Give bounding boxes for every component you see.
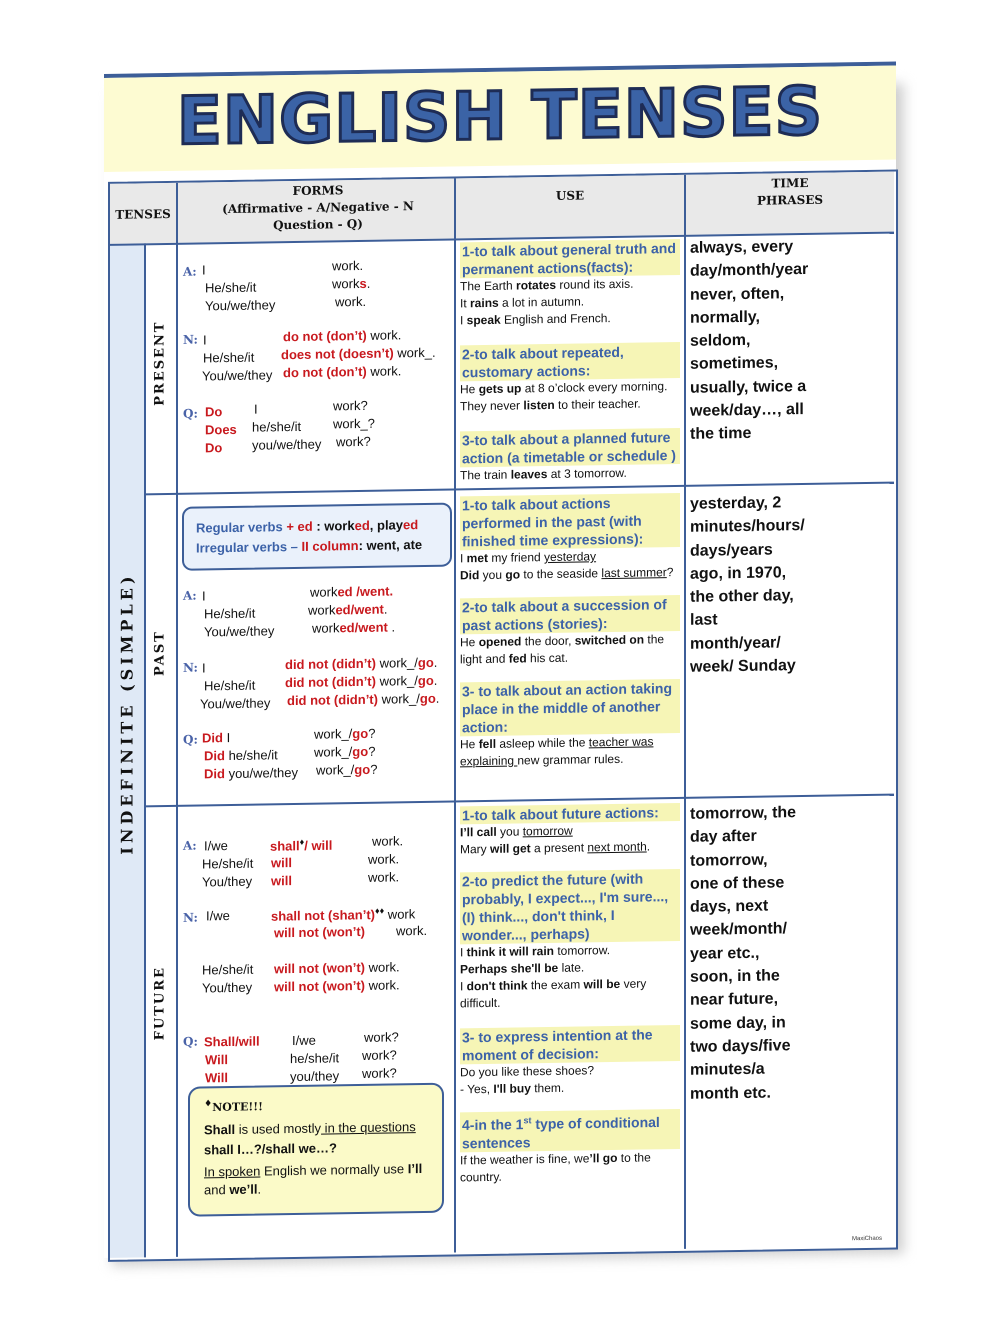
label-affirmative: A: <box>183 838 197 853</box>
form-text <box>202 730 230 745</box>
rule-ending: II column <box>301 538 359 554</box>
example-text: the exam <box>527 977 584 993</box>
form-aux: Shall/will <box>204 1033 260 1050</box>
form-text <box>310 583 393 599</box>
form-text: You/we/they <box>202 367 273 384</box>
use-heading: 2-to talk about repeated, customary actions: <box>460 342 680 381</box>
example-verb: gets up <box>478 381 522 397</box>
form-text: I/we <box>206 908 230 924</box>
form-text: I <box>254 401 258 417</box>
form-text: work? <box>362 1047 397 1063</box>
form-text: . <box>435 690 440 706</box>
form-aux: Do <box>205 404 223 420</box>
form-text: He/she/it <box>202 855 254 872</box>
use-heading-text: st <box>523 1115 532 1126</box>
grid-line <box>176 183 178 1257</box>
future-time-phrases: tomorrow, the day after tomorrow, one of these days, next week/month/ year etc., soon, in the near future, some day, in two days/five minutes/a month etc. <box>690 804 797 1103</box>
form-text <box>287 691 439 708</box>
example-text: at 8 o’clock every morning. <box>521 379 668 396</box>
form-aux: Did <box>204 766 225 782</box>
header-time-line2: PHRASES <box>756 192 824 208</box>
label-question: Q: <box>183 732 198 747</box>
form-aux: will not (won’t) <box>274 959 365 977</box>
rule-text: : work <box>312 518 355 534</box>
form-aux: Do <box>205 440 223 456</box>
form-text: work. <box>332 257 364 274</box>
header-forms-line2: (Affirmative - A/Negative - N <box>222 199 414 217</box>
present-use <box>460 239 680 484</box>
credit-text: MaxiChaos <box>851 1235 882 1243</box>
form-text: work_/ <box>314 744 353 760</box>
example-verb: think it will rain <box>466 943 555 960</box>
form-text: work. <box>396 922 428 939</box>
past-rule-box <box>182 503 452 571</box>
example-text: to their teacher. <box>554 396 641 412</box>
example-text: English and French. <box>500 311 611 327</box>
example-text: you <box>479 567 506 583</box>
example-text: late. <box>558 960 585 975</box>
form-text: I <box>222 730 231 746</box>
example-verb: Perhaps she'll be <box>460 960 559 977</box>
form-text: . <box>387 619 396 635</box>
rule-text: , play <box>369 517 404 533</box>
example-verb: met <box>466 550 489 566</box>
note-line <box>204 1161 422 1179</box>
example-text: I <box>460 313 467 328</box>
example-verb: speak <box>466 312 501 328</box>
example-text: He <box>460 737 479 752</box>
form-text: You/we/they <box>205 297 276 314</box>
example-text: I <box>460 979 467 994</box>
example-verb: go <box>505 567 521 582</box>
form-text <box>316 762 377 778</box>
form-text <box>270 836 332 853</box>
use-heading: 1-to talk about future actions: <box>460 803 680 824</box>
form-aux: Will <box>205 1052 228 1068</box>
form-text: work_/ <box>375 673 418 689</box>
note-text: we’ll <box>229 1181 258 1198</box>
rule-text: Regular verbs <box>196 519 287 536</box>
example-verb: don't think <box>466 978 528 994</box>
form-text: He/she/it <box>204 605 256 622</box>
form-aux: Does <box>205 421 237 438</box>
label-negative: N: <box>183 660 198 675</box>
use-example <box>460 378 680 398</box>
form-ending: ed/went <box>339 619 388 636</box>
example-verb: switched on <box>574 632 645 648</box>
note-text: In spoken <box>204 1163 261 1180</box>
example-time: last summer <box>601 565 667 581</box>
form-ending: go <box>354 761 371 778</box>
note-text: English we normally use <box>260 1161 408 1179</box>
example-text: round its axis. <box>556 276 634 292</box>
note-text: in the questions <box>321 1119 416 1136</box>
use-heading: 1-to talk about actions performed in the past (with finished time expressions): <box>460 493 680 550</box>
note-text: and <box>204 1182 230 1198</box>
form-text: I/we <box>292 1032 316 1049</box>
form-text <box>332 276 370 292</box>
form-text: I <box>202 588 206 604</box>
form-ending: go <box>417 654 434 671</box>
example-text: a lot in autumn. <box>498 294 585 310</box>
use-example <box>460 1149 680 1186</box>
form-text <box>308 602 387 618</box>
form-text: he/she/it <box>252 418 302 435</box>
example-verb: fed <box>508 651 527 666</box>
note-line <box>204 1182 261 1198</box>
form-text <box>314 726 375 742</box>
form-text <box>204 765 298 781</box>
tenses-table <box>108 170 898 1262</box>
example-text: Mary <box>460 841 490 857</box>
form-aux: do not (don’t) <box>283 327 367 345</box>
example-text: new grammar rules. <box>517 751 624 768</box>
example-text: them. <box>530 1080 565 1096</box>
form-text <box>312 619 395 635</box>
example-text: I <box>460 945 467 960</box>
use-heading: 2-to talk about a succession of past actions (stories): <box>460 595 680 634</box>
header-time-phrases <box>686 174 894 211</box>
future-use <box>460 803 680 1186</box>
rule-text: : went, ate <box>358 537 423 554</box>
example-text: ? <box>666 565 674 580</box>
example-verb: Did <box>460 568 480 583</box>
form-text <box>274 977 400 994</box>
form-text: work <box>384 906 416 922</box>
use-example <box>460 631 680 668</box>
example-text: They never <box>460 398 524 414</box>
form-aux: do not (don’t) <box>283 363 367 381</box>
note-text: I’ll <box>407 1161 423 1177</box>
use-example <box>460 733 680 770</box>
note-line: shall I…?/shall we…? <box>204 1140 337 1158</box>
rule-ending: ed <box>403 517 419 533</box>
page-title: ENGLISH TENSES <box>176 72 824 160</box>
form-aux: did not (didn’t) <box>287 691 378 709</box>
form-text: I <box>202 660 206 676</box>
label-affirmative: A: <box>183 588 197 603</box>
form-ending: go <box>419 690 436 707</box>
form-ending: ed <box>337 584 353 600</box>
example-text: his cat. <box>526 650 569 666</box>
form-text: work. <box>364 977 400 993</box>
form-text: he/she/it <box>224 747 278 764</box>
use-heading-text: type of conditional sentences <box>462 1113 660 1152</box>
form-text: . <box>433 672 438 688</box>
form-text <box>283 327 401 344</box>
example-time: tomorrow <box>522 823 573 839</box>
form-text: work. <box>372 833 404 849</box>
form-text: He/she/it <box>205 279 257 296</box>
example-text: - Yes, <box>460 1081 494 1097</box>
form-text <box>285 655 437 672</box>
form-text: work? <box>362 1065 397 1081</box>
use-example <box>460 464 680 484</box>
grid-line <box>684 175 686 1249</box>
form-text: work_/ <box>375 655 418 671</box>
example-text: The train <box>460 467 511 483</box>
note-box <box>188 1083 444 1217</box>
form-aux: will not (won’t) <box>274 923 365 941</box>
example-text: the door, <box>521 633 575 649</box>
use-heading <box>460 1109 680 1152</box>
note-marker-icon: ♦ <box>299 836 305 847</box>
example-text: tomorrow. <box>554 943 611 958</box>
example-text: the light and <box>460 632 665 667</box>
form-text: work. <box>364 959 400 975</box>
form-text <box>285 673 437 690</box>
rule-regular <box>196 517 418 535</box>
example-verb: fell <box>478 736 497 752</box>
form-text: You/we/they <box>204 623 275 640</box>
use-heading: 1-to talk about general truth and permanent actions(facts): <box>460 239 680 278</box>
label-affirmative: A: <box>183 264 197 279</box>
form-text <box>274 959 400 976</box>
title-banner <box>104 66 896 172</box>
rule-text: Irregular verbs – <box>196 538 302 556</box>
label-question: Q: <box>183 1034 198 1049</box>
form-text: He/she/it <box>204 677 256 694</box>
use-example <box>460 838 680 858</box>
label-question: Q: <box>183 406 198 421</box>
header-use: USE <box>555 188 585 203</box>
form-text: . <box>433 654 438 670</box>
group-label: INDEFINITE (SIMPLE) <box>117 572 137 855</box>
example-text: The Earth <box>460 278 517 294</box>
form-text: I <box>203 332 207 348</box>
example-text: He <box>460 635 479 650</box>
example-verb: opened <box>478 634 522 650</box>
header-forms <box>180 180 456 235</box>
note-text: . <box>257 1181 262 1197</box>
form-text: I/we <box>204 838 228 854</box>
use-example <box>460 975 680 1012</box>
example-text: at 3 tomorrow. <box>547 465 627 482</box>
form-text: work. <box>335 293 367 310</box>
example-verb: rains <box>470 295 499 311</box>
example-text: asleep while the <box>496 735 589 751</box>
poster-sheet <box>104 62 896 1258</box>
form-text: you/they <box>290 1068 340 1085</box>
form-text: work_/ <box>314 726 353 742</box>
form-text: work <box>332 275 360 292</box>
form-text: I <box>202 262 206 278</box>
label-negative: N: <box>183 910 198 925</box>
rule-ending: + ed <box>286 518 313 535</box>
form-text <box>314 744 375 760</box>
past-use <box>460 493 680 770</box>
rule-irregular <box>196 537 422 556</box>
form-aux: will <box>271 855 292 871</box>
example-verb: listen <box>523 397 555 413</box>
form-text: work_? <box>333 415 375 432</box>
example-verb: rotates <box>516 277 557 293</box>
form-text: you/we/they <box>252 436 322 453</box>
form-ending: go <box>352 743 369 760</box>
poster <box>104 62 896 1258</box>
form-text: You/they <box>202 979 253 996</box>
form-text: work <box>308 602 336 618</box>
example-verb: I'll buy <box>493 1081 531 1096</box>
form-ending: s <box>359 275 367 291</box>
form-text: You/we/they <box>200 695 271 712</box>
grid-line <box>144 243 146 1257</box>
form-aux: shall not (shan’t) <box>271 907 375 924</box>
form-text: he/she/it <box>290 1050 340 1067</box>
form-text: work. <box>368 869 400 885</box>
example-text: very difficult. <box>460 976 647 1011</box>
example-text: It <box>460 296 471 311</box>
form-text: . <box>383 601 388 617</box>
note-title-text: NOTE!!! <box>212 1100 263 1114</box>
grid-line <box>454 178 456 1252</box>
form-ending: go <box>417 672 434 689</box>
form-aux: shall <box>270 838 300 854</box>
form-aux: Did <box>202 730 223 746</box>
form-text: work <box>310 584 338 600</box>
form-text <box>204 747 278 763</box>
form-text: work_/ <box>316 762 355 778</box>
form-ending: go <box>352 725 369 742</box>
example-time: next month <box>587 839 647 855</box>
example-text: . <box>646 839 651 854</box>
form-text <box>281 345 436 362</box>
use-example <box>460 564 680 584</box>
form-text: work. <box>368 851 400 867</box>
example-text: you <box>496 824 523 839</box>
example-text: He <box>460 382 479 397</box>
example-text: to the seaside <box>520 566 602 582</box>
form-text: work. <box>366 327 402 343</box>
note-marker-icon: ♦ <box>204 1098 213 1110</box>
form-text <box>283 363 401 380</box>
form-text: ? <box>368 725 376 741</box>
form-aux: does not (doesn’t) <box>281 345 394 363</box>
header-forms-line1: FORMS <box>292 183 344 199</box>
use-heading: 3-to talk about a planned future action (a timetable or schedule ) <box>460 428 680 467</box>
tense-label-future: FUTURE <box>152 965 168 1041</box>
example-verb: will get <box>490 841 531 856</box>
form-text: work_. <box>393 344 436 361</box>
present-time-phrases: always, every day/month/year never, often, normally, seldom, sometimes, usually, twice a week/day…, all the time <box>690 238 809 444</box>
tense-label-past: PAST <box>152 630 168 677</box>
note-marker-icon: ♦♦ <box>375 905 385 916</box>
form-text: You/they <box>202 873 253 890</box>
example-text: a present <box>530 840 588 856</box>
example-text: teacher was explaining <box>460 734 654 769</box>
note-line <box>204 1119 416 1137</box>
form-aux: did not (didn’t) <box>285 673 376 691</box>
header-forms-line3: Question - Q) <box>273 216 363 233</box>
form-text: work? <box>336 433 371 450</box>
example-verb: will be <box>583 976 621 992</box>
form-text: you/we/they <box>224 764 298 782</box>
form-aux: did not (didn’t) <box>285 655 376 673</box>
example-verb: leaves <box>510 467 548 482</box>
form-text: work? <box>333 397 368 414</box>
form-text: ? <box>370 761 378 777</box>
use-heading: 2-to predict the future (with probably, I expect..., I'm sure..., (I) think..., don't think, I wonder..., perhaps) <box>460 869 680 944</box>
form-text: work <box>312 620 340 636</box>
tense-label-present: PRESENT <box>152 320 168 406</box>
use-heading: 3- to talk about an action taking place in the middle of another action: <box>460 679 680 736</box>
form-ending: /went. <box>352 583 394 600</box>
use-example: Do you like these shoes? <box>460 1063 595 1080</box>
rule-ending: ed <box>354 517 370 534</box>
note-text: is used mostly <box>235 1120 322 1137</box>
form-ending: ed/went <box>335 601 384 618</box>
example-verb: I’ll call <box>460 824 497 840</box>
label-negative: N: <box>183 332 198 347</box>
example-text: I <box>460 551 467 566</box>
example-time: yesterday <box>544 549 597 565</box>
form-aux: will <box>271 873 292 889</box>
form-text <box>271 905 415 924</box>
header-tenses: TENSES <box>115 206 171 222</box>
header-time-line1: TIME <box>771 175 809 191</box>
form-text: He/she/it <box>203 349 255 366</box>
use-heading: 3- to express intention at the moment of decision: <box>460 1025 680 1064</box>
form-text: ? <box>368 743 376 759</box>
form-aux: Will <box>205 1070 228 1086</box>
example-verb: ’ll go <box>589 1150 618 1166</box>
form-text: work? <box>364 1029 399 1045</box>
note-text: Shall <box>204 1121 236 1138</box>
use-heading-text: 4-in the 1 <box>462 1116 524 1134</box>
note-title <box>204 1098 263 1115</box>
form-aux: / will <box>304 837 333 854</box>
form-text: . <box>366 275 371 291</box>
past-time-phrases: yesterday, 2 minutes/hours/ days/years ago, in 1970, the other day, last month/year/ week/ Sunday <box>690 494 805 676</box>
form-text: work_/ <box>377 691 420 707</box>
example-text: to the country. <box>460 1150 651 1185</box>
form-text: work. <box>366 363 402 379</box>
form-text: He/she/it <box>202 961 254 978</box>
form-aux: will not (won’t) <box>274 977 365 995</box>
example-text: If the weather is fine, we <box>460 1151 590 1168</box>
form-aux: Did <box>204 748 225 764</box>
example-text: my friend <box>488 550 545 565</box>
